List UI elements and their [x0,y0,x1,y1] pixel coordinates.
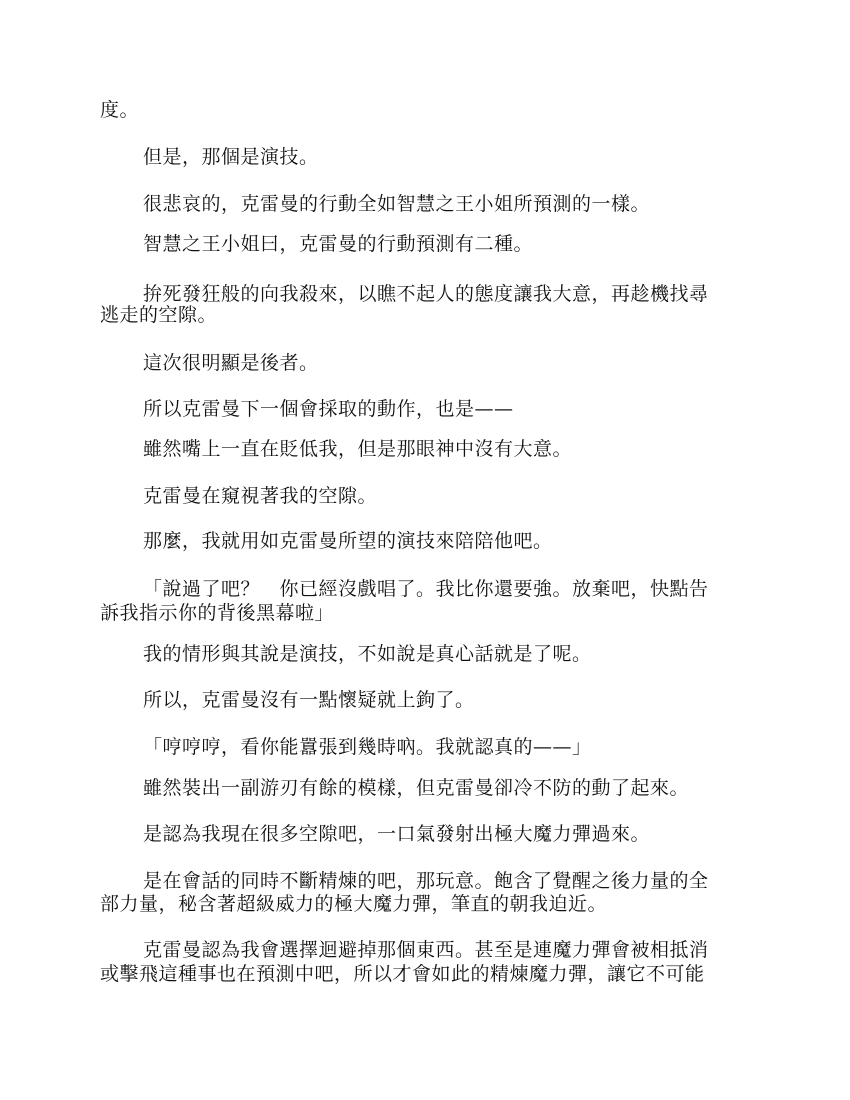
text-line: 訴我指示你的背後黑幕啦」 [100,602,335,624]
text-line: 這次很明顯是後者。 [143,352,319,374]
text-line: 度。 [100,99,140,121]
text-line: 我的情形與其說是演技，不如說是真心話就是了呢。 [143,643,592,665]
text-line: 拚死發狂般的向我殺來，以瞧不起人的態度讓我大意，再趁機找尋 [143,283,709,305]
text-line: 是認為我現在很多空隙吧，一口氣發射出極大魔力彈過來。 [143,823,651,845]
text-line: 「說過了吧？ 你已經沒戲唱了。我比你還要強。放棄吧，快點告 [143,578,709,600]
text-line: 「哼哼哼，看你能囂張到幾時吶。我就認真的——」 [143,736,592,758]
text-line: 或擊飛這種事也在預測中吧，所以才會如此的精煉魔力彈，讓它不可能 [100,963,705,985]
text-line: 部力量，秘含著超級威力的極大魔力彈，筆直的朝我迫近。 [100,893,608,915]
text-line: 很悲哀的，克雷曼的行動全如智慧之王小姐所預測的一樣。 [143,193,651,215]
text-line: 克雷曼認為我會選擇迴避掉那個東西。甚至是連魔力彈會被相抵消 [143,939,709,961]
text-line: 所以，克雷曼沒有一點懷疑就上鉤了。 [143,689,475,711]
text-line: 雖然裝出一副游刃有餘的模樣，但克雷曼卻冷不防的動了起來。 [143,777,690,799]
text-line: 但是，那個是演技。 [143,146,319,168]
text-line: 逃走的空隙。 [100,304,218,326]
text-line: 所以克雷曼下一個會採取的動作，也是—— [143,398,514,420]
text-line: 那麼，我就用如克雷曼所望的演技來陪陪他吧。 [143,530,553,552]
text-line: 克雷曼在窺視著我的空隙。 [143,485,378,507]
text-line: 雖然嘴上一直在貶低我，但是那眼神中沒有大意。 [143,438,573,460]
text-line: 是在會話的同時不斷精煉的吧，那玩意。飽含了覺醒之後力量的全 [143,870,709,892]
text-line: 智慧之王小姐曰，克雷曼的行動預測有二種。 [143,233,534,255]
